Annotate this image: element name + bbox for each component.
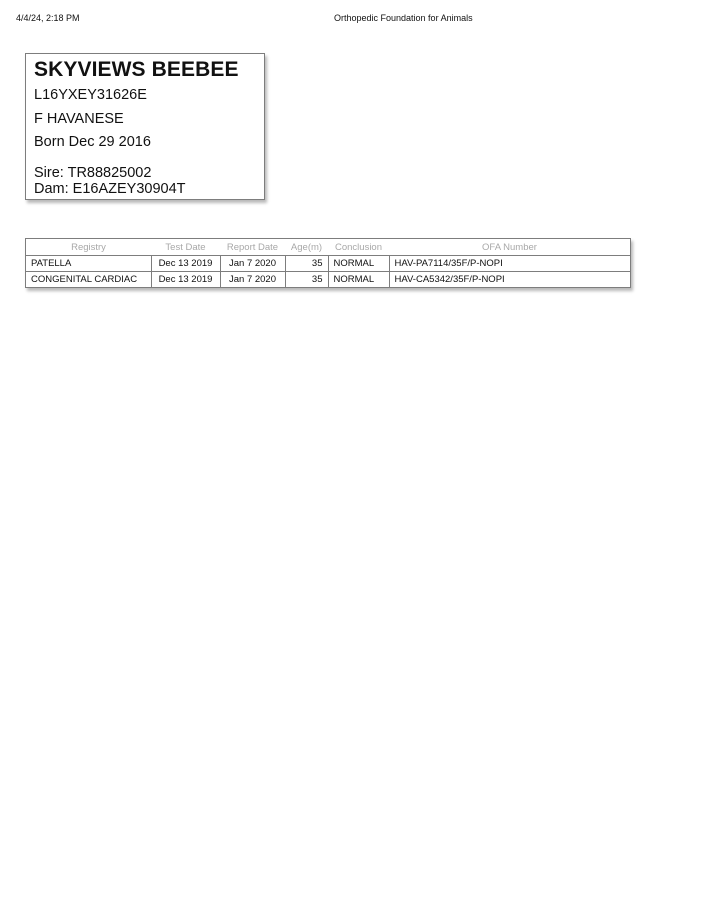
table-row <box>26 256 630 272</box>
sire-registration: Sire: TR88825002 <box>34 165 152 181</box>
registration-number: L16YXEY31626E <box>34 87 147 103</box>
registry-cell: PATELLA <box>26 256 151 272</box>
dam-registration: Dam: E16AZEY30904T <box>34 181 186 197</box>
column-header-test-date: Test Date <box>151 239 220 256</box>
ofa-number-cell: HAV-CA5342/35F/P-NOPI <box>394 274 505 285</box>
sex-breed: F HAVANESE <box>34 111 124 127</box>
health-results-table <box>25 238 631 288</box>
print-header <box>0 13 715 25</box>
dog-name: SKYVIEWS BEEBEE <box>34 58 239 81</box>
test-date-cell: Dec 13 2019 <box>151 272 220 288</box>
report-date-cell: Jan 7 2020 <box>220 256 285 272</box>
table-header-row <box>26 239 630 256</box>
column-header-ofa-number: OFA Number <box>389 239 630 256</box>
conclusion-cell: NORMAL <box>328 256 389 272</box>
column-header-conclusion: Conclusion <box>328 239 389 256</box>
dog-info-card <box>25 53 265 200</box>
age-cell: 35 <box>285 256 328 272</box>
report-date-cell: Jan 7 2020 <box>220 272 285 288</box>
column-header-registry: Registry <box>26 239 151 256</box>
column-header-age: Age(m) <box>285 239 328 256</box>
age-cell: 35 <box>285 272 328 288</box>
birth-date: Born Dec 29 2016 <box>34 134 151 150</box>
conclusion-cell: NORMAL <box>328 272 389 288</box>
registry-cell: CONGENITAL CARDIAC <box>26 272 151 288</box>
print-timestamp: 4/4/24, 2:18 PM <box>16 13 80 23</box>
column-header-report-date: Report Date <box>220 239 285 256</box>
print-title: Orthopedic Foundation for Animals <box>334 13 473 23</box>
table-row <box>26 272 630 288</box>
test-date-cell: Dec 13 2019 <box>151 256 220 272</box>
ofa-number-cell: HAV-PA7114/35F/P-NOPI <box>389 256 630 272</box>
